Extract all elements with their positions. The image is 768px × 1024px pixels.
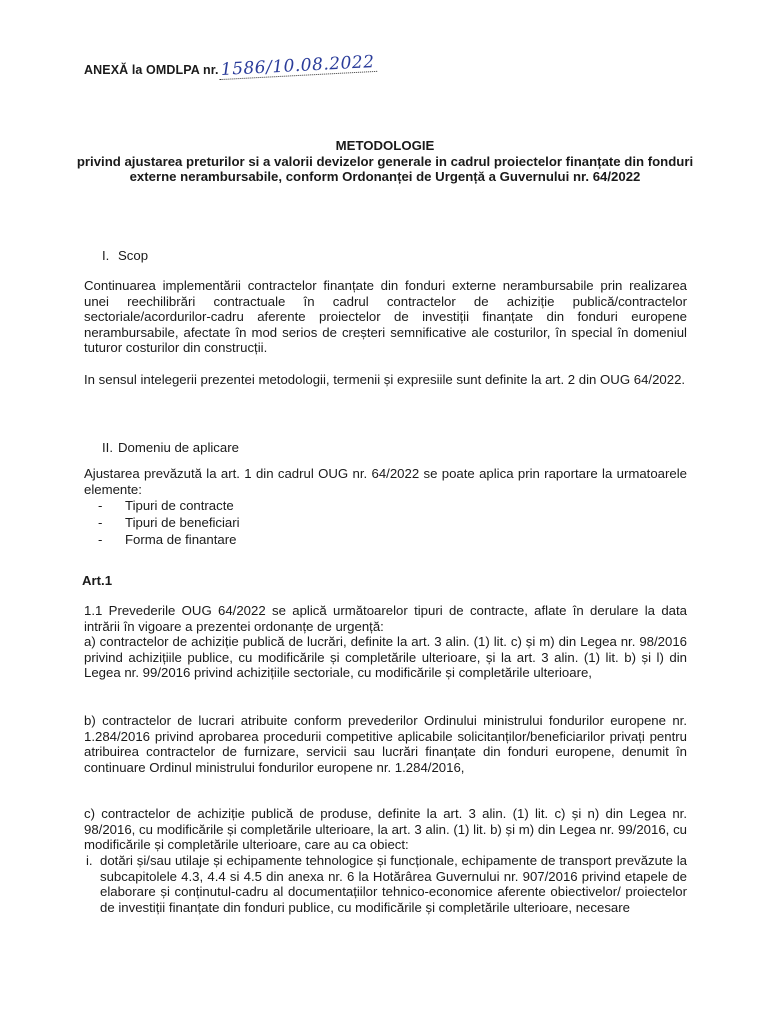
roman-numeral: i. xyxy=(86,853,93,868)
handwritten-order-number: 1586/10.08.2022 xyxy=(219,51,375,81)
article-1-1-item-b: b) contractelor de lucrari atribuite conform prevederilor Ordinului ministrului fondurilor europene nr. 1.284/2016 privind aprobarea procedurii competitive aplicabile solicitanților/beneficiarilor privați pentru atribuirea contractelor de furnizare, servicii sau lucrări finanțate din fonduri europene, denumit în continuare Ordinul ministrului fondurilor europene nr. 1.284/2016, xyxy=(84,713,687,775)
section-2-title: Domeniu de aplicare xyxy=(118,440,239,455)
article-1-1-item-a: a) contractelor de achiziție publică de lucrări, definite la art. 3 alin. (1) lit. c) și m) din Legea nr. 98/2016 privind achizițiile publice, cu modificările și completările ulterioare, și la art. 3 alin. (1) lit. b) și l) din Legea nr. 99/2016 privind achizițiile sectoriale, cu modificările și completările ulterioare, xyxy=(84,634,687,681)
section-2-intro: Ajustarea prevăzută la art. 1 din cadrul OUG nr. 64/2022 se poate aplica prin raportare la urmatoarele elemente: xyxy=(84,466,687,497)
annex-reference xyxy=(84,51,376,81)
article-1-heading: Art.1 xyxy=(82,573,113,588)
article-1-1-item-c-i xyxy=(86,853,687,915)
section-2-heading xyxy=(102,440,239,456)
title-subtitle: privind ajustarea preturilor si a valorii devizelor generale in cadrul proiectelor finanțate din fonduri externe nerambursabile, conform Ordonanței de Urgență a Guvernului nr. 64/2022 xyxy=(76,153,694,185)
title-heading: METODOLOGIE xyxy=(335,138,435,153)
document-page: ANEXĂ la OMDLPA nr.1586/10.08.2022 METODOLOGIE privind ajustarea preturilor si a valorii devizelor generale in cadrul proiectelor finanțate din fonduri externe nerambursabile, conform Ordonanței de Urgență a Guvernului nr. 64/2022 I. Scop Continuarea implementării contractelor finanțate din fonduri externe nerambursabile prin realizarea unei reechilibrări contractuale în cadrul contractelor de achiziție publică/contractelor sectoriale/acordurilor-cadru aferente proiectelor de investiții finanțate din fonduri europene nerambursabile, afectate în mod serios de creșteri semnificative ale costurilor, în special în domeniul tuturor costurilor din construcții. In sensul intelegerii prezentei metodologii, termenii și expresiile sunt definite la art. 2 din OUG 64/2022. II. Domeniu de aplicare Ajustarea prevăzută la art. 1 din cadrul OUG nr. 64/2022 se poate aplica prin raportare la urmatoarele elemente: - Tipuri de contracte - Tipuri de beneficiari - Forma de finantare Art.1 1.1 Prevederile OUG 64/2022 se aplică următoarelor tipuri de contracte, aflate în derulare la data intrării în vigoare a prezentei ordonanțe de urgență: a) contractelor de achiziție publică de lucrări, definite la art. 3 alin. (1) lit. c) și m) din Legea nr. 98/2016 privind achizițiile publice, cu modificările și completările ulterioare, și la art. 3 alin. (1) lit. b) și l) din Legea nr. 99/2016 privind achizițiile sectoriale, cu modificările și completările ulterioare, b) contractelor de lucrari atribuite conform prevederilor Ordinului ministrului fondurilor europene nr. 1.284/2016 privind aprobarea procedurii competitive aplicabile solicitanților/beneficiarilor privați pentru atribuirea contractelor de furnizare, servicii sau lucrări finanțate din fonduri europene, denumit în continuare Ordinul ministrului fondurilor europene nr. 1.284/2016, c) contractelor de achiziție publică de produse, definite la art. 3 alin. (1) lit. c) și n) din Legea nr. 98/2016, cu modificările și completările ulterioare, la art. 3 alin. (1) lit. b) și m) din Legea nr. 99/2016, cu modificările și completările ulterioare, care au ca obiect: i. dotări și/sau utilaje și echipamente tehnologice și funcționale, echipamente de transport prevăzute la subcapitolele 4.3, 4.4 si 4.5 din anexa nr. 6 la Hotărârea Guvernului nr. 907/2016 privind etapele de elaborare și conținutul-cadru al documentațiilor tehnico-economice aferente obiectivelor/ proiectelor de investiții finanțate din fonduri publice, cu modificările și completările ulterioare, necesare xyxy=(0,0,768,1024)
annex-prefix: ANEXĂ la OMDLPA nr. xyxy=(84,63,219,77)
section-1-heading xyxy=(102,248,149,264)
document-title xyxy=(60,138,710,185)
roman-item-text: dotări și/sau utilaje și echipamente tehnologice și funcționale, echipamente de transport prevăzute la subcapitolele 4.3, 4.4 si 4.5 din anexa nr. 6 la Hotărârea Guvernului nr. 907/2016 privind etapele de elaborare și conținutul-cadru al documentațiilor tehnico-economice aferente obiectivelor/ proiectelor de investiții finanțate din fonduri publice, cu modificările și completările ulterioare, necesare xyxy=(100,853,687,915)
article-1-1-paragraph: 1.1 Prevederile OUG 64/2022 se aplică următoarelor tipuri de contracte, aflate în derulare la data intrării în vigoare a prezentei ordonanțe de urgență: xyxy=(84,603,687,634)
article-1-1-item-c: c) contractelor de achiziție publică de produse, definite la art. 3 alin. (1) lit. c) și n) din Legea nr. 98/2016, cu modificările și completările ulterioare, la art. 3 alin. (1) lit. b) și m) din Legea nr. 99/2016, cu modificările și completările ulterioare, care au ca obiect: xyxy=(84,806,687,853)
section-1-number: I. xyxy=(102,248,110,263)
section-1-paragraph-2: In sensul intelegerii prezentei metodologii, termenii și expresiile sunt definite la art. 2 din OUG 64/2022. xyxy=(84,372,686,387)
section-2-number: II. xyxy=(102,440,113,455)
section-1-paragraph-1: Continuarea implementării contractelor finanțate din fonduri externe nerambursabile prin realizarea unei reechilibrări contractuale în cadrul contractelor de achiziție publică/contractelor sectoriale/acordurilor-cadru aferente proiectelor de investiții finanțate din fonduri europene nerambursabile, afectate în mod serios de creșteri semnificative ale costurilor, în special în domeniul tuturor costurilor din construcții. xyxy=(84,278,687,356)
section-1-title: Scop xyxy=(118,248,149,263)
